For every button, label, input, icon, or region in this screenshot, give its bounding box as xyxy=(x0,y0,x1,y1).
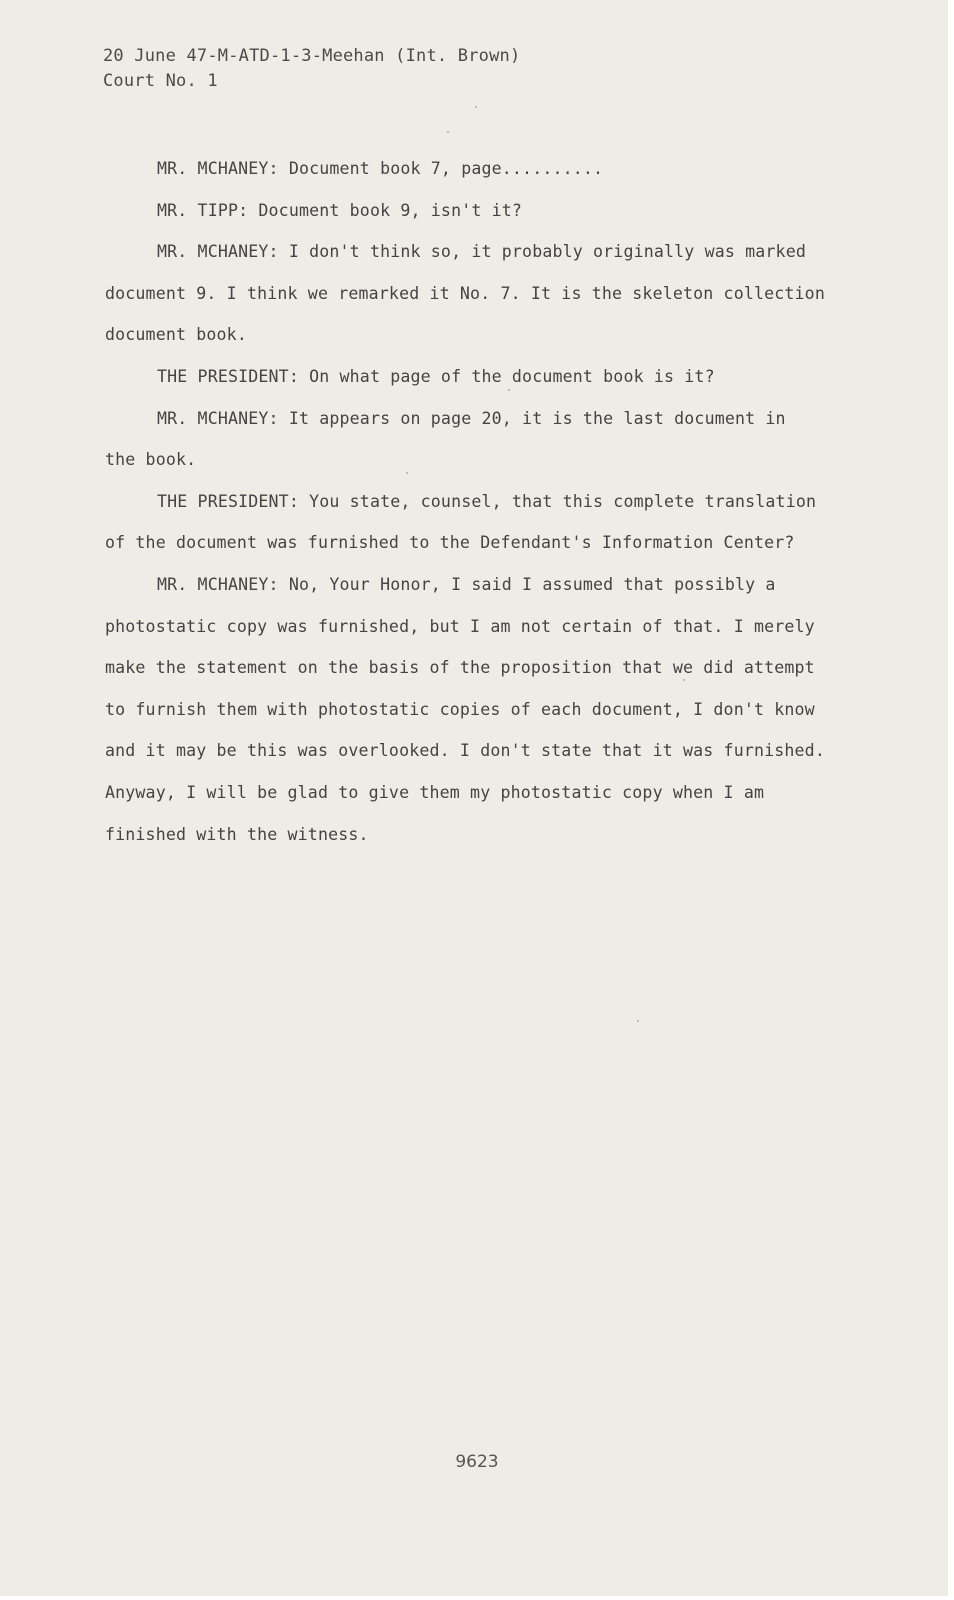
transcript-line: Anyway, I will be glad to give them my photostatic copy when I am xyxy=(105,782,765,802)
transcript-line: MR. MCHANEY: It appears on page 20, it is the last document in xyxy=(157,408,786,428)
header-court-line: Court No. 1 xyxy=(103,71,218,91)
document-header xyxy=(103,44,520,94)
transcript-line: MR. MCHANEY: No, Your Honor, I said I assumed that possibly a xyxy=(157,574,776,594)
transcript-line: THE PRESIDENT: On what page of the document book is it? xyxy=(157,366,715,386)
transcript-line: finished with the witness. xyxy=(105,824,369,844)
transcript-line: THE PRESIDENT: You state, counsel, that this complete translation xyxy=(157,491,817,511)
transcript-line: MR. TIPP: Document book 9, isn't it? xyxy=(157,200,523,220)
transcript-body xyxy=(105,148,845,855)
paper-speck xyxy=(508,389,510,391)
paper-speck xyxy=(447,131,449,133)
transcript-line: photostatic copy was furnished, but I am not certain of that. I merely xyxy=(105,616,815,636)
header-reference-line: 20 June 47-M-ATD-1-3-Meehan (Int. Brown) xyxy=(103,46,521,66)
page-number: 9623 xyxy=(455,1452,499,1472)
transcript-line: MR. MCHANEY: I don't think so, it probably originally was marked xyxy=(157,242,806,262)
transcript-line: document 9. I think we remarked it No. 7. It is the skeleton collection xyxy=(105,283,825,303)
paper-speck xyxy=(637,1020,639,1022)
paper-speck xyxy=(406,472,408,474)
paper-speck xyxy=(683,679,685,681)
transcript-line: the book. xyxy=(105,450,197,470)
transcript-line: document book. xyxy=(105,325,247,345)
transcript-line: to furnish them with photostatic copies of each document, I don't know xyxy=(105,699,815,719)
paper-speck xyxy=(475,106,477,108)
transcript-line: make the statement on the basis of the proposition that we did attempt xyxy=(105,658,815,678)
transcript-line: MR. MCHANEY: Document book 7, page.......... xyxy=(157,159,604,178)
transcript-line: and it may be this was overlooked. I don't state that it was furnished. xyxy=(105,741,825,761)
transcript-line: of the document was furnished to the Defendant's Information Center? xyxy=(105,533,795,553)
